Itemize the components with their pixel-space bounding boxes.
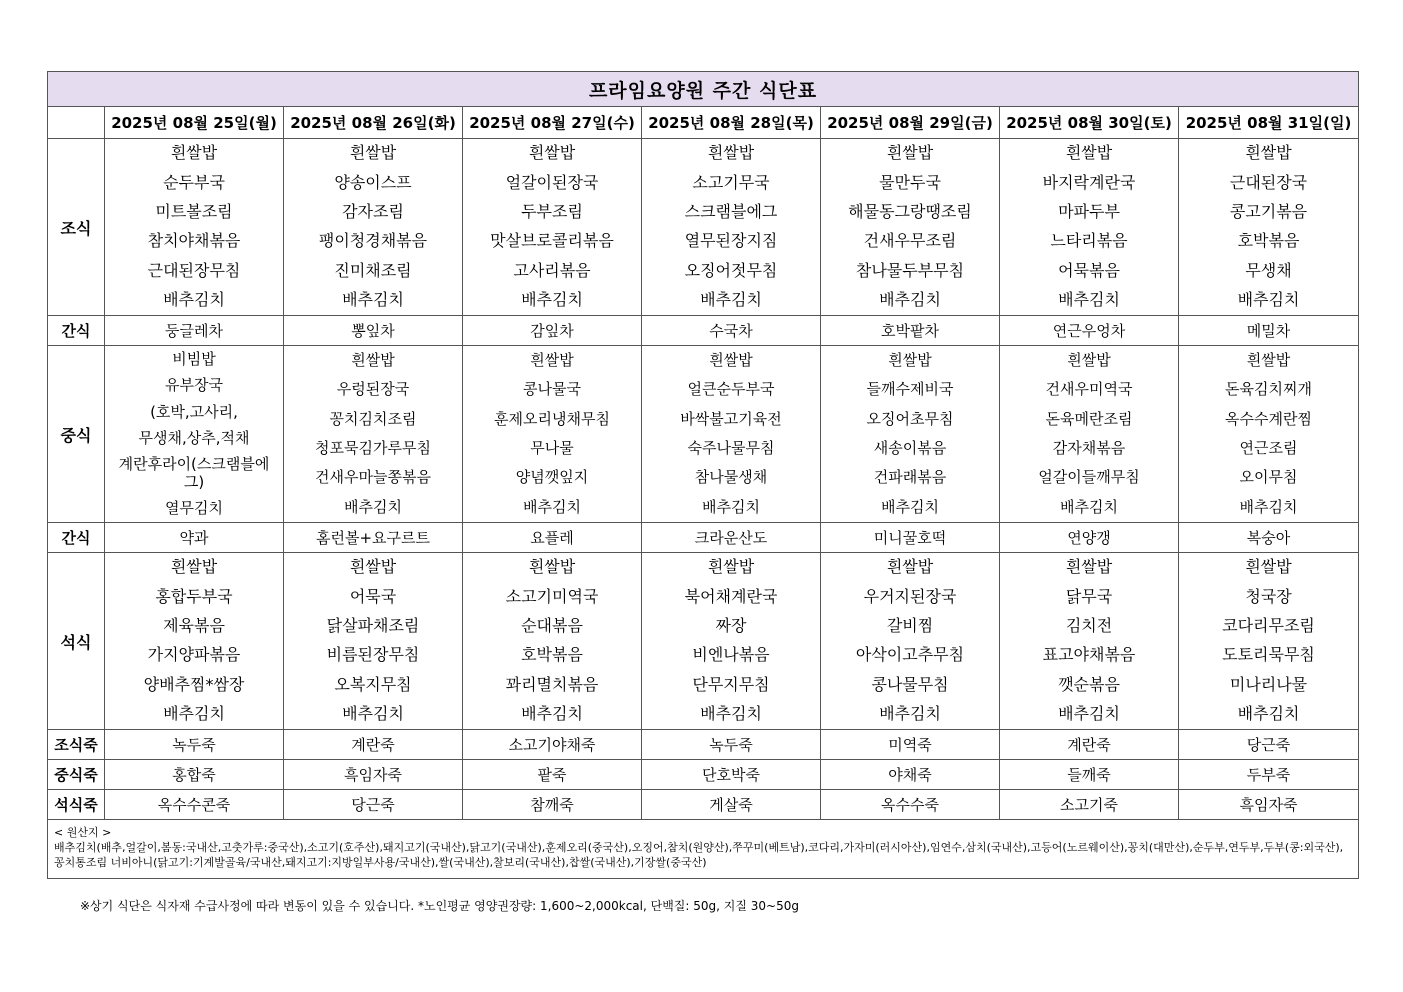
menu-item: 무생채,상추,적채 <box>138 428 250 447</box>
date-header: 2025년 08월 25일(월) <box>105 107 284 139</box>
snack2-cell: 요플레 <box>463 523 642 553</box>
menu-item: 새송이볶음 <box>873 439 947 458</box>
dinner-row <box>48 553 1359 730</box>
menu-item: 얼갈이된장국 <box>505 172 599 192</box>
menu-item: 흰쌀밥 <box>707 143 755 163</box>
menu-item: 흰쌀밥 <box>1246 351 1291 370</box>
menu-item: 느타리볶음 <box>1050 231 1128 251</box>
menu-item: 배추김치 <box>344 497 402 516</box>
menu-item: 흰쌀밥 <box>1067 351 1111 370</box>
breakfast-row <box>48 139 1359 316</box>
menu-item: 배추김치 <box>879 704 941 724</box>
porridge-cell: 흑임자죽 <box>1179 790 1359 820</box>
breakfast-label: 조식 <box>48 139 105 316</box>
menu-item: 흰쌀밥 <box>1065 557 1113 577</box>
menu-item: 돈육메란조림 <box>1045 409 1133 428</box>
menu-item: 배추김치 <box>1060 497 1118 516</box>
porridge-cell: 두부죽 <box>1179 760 1359 790</box>
porridge-cell: 게살죽 <box>642 790 821 820</box>
menu-item: 흰쌀밥 <box>886 143 934 163</box>
lunch-cell <box>463 346 642 523</box>
menu-item: 오징어젓무침 <box>684 260 778 280</box>
dinner-cell <box>284 553 463 730</box>
weekly-menu-table <box>47 71 1359 879</box>
menu-item: 흰쌀밥 <box>528 143 576 163</box>
menu-item: 건새우무조림 <box>863 231 957 251</box>
menu-item: 양송이스프 <box>334 172 412 192</box>
menu-item: 배추김치 <box>1237 290 1300 310</box>
snack1-cell: 메밀차 <box>1179 316 1359 346</box>
menu-item: 흰쌀밥 <box>170 557 218 577</box>
menu-item: 들깨수제비국 <box>866 380 954 399</box>
menu-item: 스크램블에그 <box>684 202 778 222</box>
menu-item: 흰쌀밥 <box>530 351 574 370</box>
menu-item: 배추김치 <box>521 704 583 724</box>
menu-item: 팽이청경채볶음 <box>318 231 428 251</box>
menu-item: 순두부국 <box>163 172 225 192</box>
menu-item: 가지양파볶음 <box>147 645 241 665</box>
menu-item: 열무김치 <box>165 499 223 518</box>
menu-item: 단무지무침 <box>692 674 770 694</box>
lunch-cell <box>1000 346 1179 523</box>
snack1-cell: 수국차 <box>642 316 821 346</box>
porridge-cell: 들깨죽 <box>1000 760 1179 790</box>
menu-item: 근대된장무침 <box>147 260 241 280</box>
date-header: 2025년 08월 29일(금) <box>821 107 1000 139</box>
menu-item: 돈육김치찌개 <box>1225 380 1312 399</box>
menu-item: 배추김치 <box>1237 704 1300 724</box>
date-header: 2025년 08월 26일(화) <box>284 107 463 139</box>
porridge-cell: 녹두죽 <box>642 730 821 760</box>
menu-item: 훈제오리냉채무침 <box>494 409 610 428</box>
date-header: 2025년 08월 30일(토) <box>1000 107 1179 139</box>
menu-item: 흰쌀밥 <box>886 557 934 577</box>
menu-item: 숙주나물무침 <box>687 439 775 458</box>
menu-item: 배추김치 <box>521 290 583 310</box>
menu-item: 물만두국 <box>879 172 941 192</box>
menu-item: 흰쌀밥 <box>709 351 753 370</box>
porridge-breakfast-row <box>48 730 1359 760</box>
menu-item: 배추김치 <box>523 497 581 516</box>
menu-item: 배추김치 <box>163 704 225 724</box>
date-header: 2025년 08월 31일(일) <box>1179 107 1359 139</box>
menu-item: 양배추찜*쌈장 <box>143 674 245 694</box>
menu-item: 비빔밥 <box>172 349 216 368</box>
menu-item: 아삭이고추무침 <box>855 645 965 665</box>
breakfast-cell <box>1000 139 1179 316</box>
date-header: 2025년 08월 27일(수) <box>463 107 642 139</box>
origin-note <box>48 820 1359 879</box>
menu-item: 콩나물무침 <box>871 674 949 694</box>
snack1-label: 간식 <box>48 316 105 346</box>
snack1-row <box>48 316 1359 346</box>
menu-item: 배추김치 <box>879 290 941 310</box>
porridge-dinner-label: 석식죽 <box>48 790 105 820</box>
porridge-cell: 계란죽 <box>284 730 463 760</box>
menu-item: 콩나물국 <box>523 380 581 399</box>
menu-item: 흰쌀밥 <box>528 557 576 577</box>
menu-item: 해물동그랑땡조림 <box>848 202 972 222</box>
menu-item: 짜장 <box>715 616 747 636</box>
menu-item: 소고기무국 <box>692 172 770 192</box>
porridge-cell: 소고기야채죽 <box>463 730 642 760</box>
menu-item: 참치야채볶음 <box>147 231 241 251</box>
dinner-label: 석식 <box>48 553 105 730</box>
menu-item: 닭살파채조림 <box>326 616 420 636</box>
menu-item: 진미채조림 <box>334 260 412 280</box>
lunch-cell <box>1179 346 1359 523</box>
lunch-cell <box>105 346 284 523</box>
menu-item: 근대된장국 <box>1229 172 1308 192</box>
origin-row <box>48 820 1359 879</box>
menu-item: 얼큰순두부국 <box>687 380 775 399</box>
breakfast-cell <box>284 139 463 316</box>
porridge-cell: 미역죽 <box>821 730 1000 760</box>
menu-item: 우거지된장국 <box>863 586 957 606</box>
menu-item: 흰쌀밥 <box>888 351 932 370</box>
snack1-cell: 뽕잎차 <box>284 316 463 346</box>
menu-item: 흰쌀밥 <box>170 143 218 163</box>
menu-item: 어묵국 <box>349 586 397 606</box>
menu-item: 얼갈이들깨무침 <box>1038 468 1140 487</box>
porridge-cell: 당근죽 <box>284 790 463 820</box>
menu-item: 건파래볶음 <box>873 468 947 487</box>
menu-item: 고사리볶음 <box>513 260 591 280</box>
menu-item: 청국장 <box>1245 586 1292 606</box>
menu-item: 미나리나물 <box>1229 674 1308 694</box>
porridge-lunch-row <box>48 760 1359 790</box>
menu-item: 배추김치 <box>1239 497 1298 516</box>
snack2-cell: 미니꿀호떡 <box>821 523 1000 553</box>
menu-item: 표고야채볶음 <box>1042 645 1136 665</box>
menu-item: 감자채볶음 <box>1052 439 1126 458</box>
dinner-cell <box>105 553 284 730</box>
menu-item: 호박볶음 <box>1237 231 1300 251</box>
porridge-cell: 옥수수죽 <box>821 790 1000 820</box>
lunch-cell <box>642 346 821 523</box>
porridge-cell: 소고기죽 <box>1000 790 1179 820</box>
footnote: ※상기 식단은 식자재 수급사정에 따라 변동이 있을 수 있습니다. *노인평균 영양권장량: 1,600~2,000kcal, 단백질: 50g, 지질 30~50g <box>80 899 799 913</box>
menu-item: 도토리묵무침 <box>1222 645 1315 665</box>
menu-item: 호박볶음 <box>521 645 583 665</box>
menu-item: 오징어초무침 <box>866 409 954 428</box>
menu-item: 깻순볶음 <box>1058 674 1120 694</box>
menu-item: 흰쌀밥 <box>1065 143 1113 163</box>
menu-item: 꽁치김치조림 <box>329 409 417 428</box>
lunch-row <box>48 346 1359 523</box>
menu-item: 무생채 <box>1245 260 1292 280</box>
origin-text: 배추김치(배추,얼갈이,봄동:국내산,고춧가루:중국산),소고기(호주산),돼지고기(국내산),닭고기(국내산),훈제오리(중국산),오징어,참치(원양산),쭈꾸미(베트남),코다리,가자미(러시아산),임연수,삼치(국내산),고등어(노르웨이산),꽁치(대만산),순두부,연두부,두부(콩:외국산),꽁치통조림 너비아니(닭고기:기계발골육/국내산,돼지고기:지방일부사용/국내산),쌀(국내산),찰보리(국내산),찹쌀(국내산),기장쌀(중국산) <box>54 840 1344 869</box>
porridge-cell: 야채죽 <box>821 760 1000 790</box>
menu-item: 배추김치 <box>163 290 225 310</box>
dinner-cell <box>1179 553 1359 730</box>
breakfast-cell <box>821 139 1000 316</box>
breakfast-cell <box>642 139 821 316</box>
porridge-dinner-row <box>48 790 1359 820</box>
lunch-cell <box>284 346 463 523</box>
menu-item: 배추김치 <box>1058 704 1120 724</box>
lunch-cell <box>821 346 1000 523</box>
menu-item: 건새우미역국 <box>1045 380 1133 399</box>
snack2-row <box>48 523 1359 553</box>
menu-item: 옥수수계란찜 <box>1225 409 1312 428</box>
menu-item: 배추김치 <box>342 704 404 724</box>
menu-item: 오이무침 <box>1239 468 1298 487</box>
menu-item: 배추김치 <box>702 497 760 516</box>
snack2-cell: 홈런볼+요구르트 <box>284 523 463 553</box>
snack1-cell: 호박팥차 <box>821 316 1000 346</box>
menu-item: 참나물두부무침 <box>855 260 965 280</box>
snack2-cell: 복숭아 <box>1179 523 1359 553</box>
menu-item: 유부장국 <box>165 376 223 395</box>
corner-cell <box>48 107 105 139</box>
menu-title: 프라임요양원 주간 식단표 <box>48 72 1359 107</box>
menu-item: 배추김치 <box>881 497 939 516</box>
breakfast-cell <box>105 139 284 316</box>
menu-item: 오복지무침 <box>334 674 412 694</box>
menu-item: 순대볶음 <box>521 616 583 636</box>
breakfast-cell <box>1179 139 1359 316</box>
menu-item: 감자조림 <box>342 202 404 222</box>
menu-item: 바지락계란국 <box>1042 172 1136 192</box>
menu-item: 미트볼조림 <box>155 202 233 222</box>
menu-item: 김치전 <box>1065 616 1113 636</box>
menu-item: 흰쌀밥 <box>351 351 395 370</box>
menu-item: 참나물생채 <box>694 468 768 487</box>
menu-item: 바싹불고기육전 <box>680 409 782 428</box>
menu-item: 맛살브로콜리볶음 <box>490 231 614 251</box>
snack1-cell: 둥글레차 <box>105 316 284 346</box>
snack2-cell: 약과 <box>105 523 284 553</box>
date-header-row <box>48 107 1359 139</box>
menu-item: 꽈리멸치볶음 <box>505 674 599 694</box>
porridge-cell: 흑임자죽 <box>284 760 463 790</box>
menu-item: 소고기미역국 <box>505 586 599 606</box>
menu-item: 무나물 <box>530 439 574 458</box>
menu-item: 흰쌀밥 <box>349 557 397 577</box>
menu-item: 배추김치 <box>700 704 762 724</box>
porridge-cell: 참깨죽 <box>463 790 642 820</box>
menu-item: 마파두부 <box>1058 202 1120 222</box>
menu-item: 비름된장무침 <box>326 645 420 665</box>
menu-item: 연근조림 <box>1239 439 1298 458</box>
porridge-cell: 단호박죽 <box>642 760 821 790</box>
menu-item: 배추김치 <box>342 290 404 310</box>
menu-item: 갈비찜 <box>886 616 934 636</box>
dinner-cell <box>1000 553 1179 730</box>
porridge-cell: 당근죽 <box>1179 730 1359 760</box>
menu-item: 흰쌀밥 <box>1245 557 1292 577</box>
origin-heading: < 원산지 > <box>54 826 112 839</box>
menu-item: (호박,고사리, <box>150 402 238 421</box>
lunch-label: 중식 <box>48 346 105 523</box>
porridge-cell: 계란죽 <box>1000 730 1179 760</box>
menu-item: 우렁된장국 <box>336 380 410 399</box>
snack1-cell: 연근우엉차 <box>1000 316 1179 346</box>
snack2-cell: 크라운산도 <box>642 523 821 553</box>
snack2-cell: 연양갱 <box>1000 523 1179 553</box>
menu-item: 열무된장지짐 <box>684 231 778 251</box>
dinner-cell <box>463 553 642 730</box>
menu-item: 제육볶음 <box>163 616 225 636</box>
menu-item: 건새우마늘쫑볶음 <box>315 468 431 487</box>
porridge-cell: 옥수수콘죽 <box>105 790 284 820</box>
menu-item: 양념깻잎지 <box>515 468 589 487</box>
menu-item: 홍합두부국 <box>155 586 233 606</box>
menu-item: 배추김치 <box>700 290 762 310</box>
menu-item: 배추김치 <box>1058 290 1120 310</box>
menu-item: 청포묵김가루무침 <box>315 439 431 458</box>
snack1-cell: 감잎차 <box>463 316 642 346</box>
porridge-lunch-label: 중식죽 <box>48 760 105 790</box>
menu-item: 닭무국 <box>1065 586 1113 606</box>
date-header: 2025년 08월 28일(목) <box>642 107 821 139</box>
breakfast-cell <box>463 139 642 316</box>
porridge-cell: 녹두죽 <box>105 730 284 760</box>
dinner-cell <box>821 553 1000 730</box>
menu-item: 두부조림 <box>521 202 583 222</box>
menu-item: 흰쌀밥 <box>707 557 755 577</box>
menu-item: 코다리무조림 <box>1222 616 1315 636</box>
menu-item: 비엔나볶음 <box>692 645 770 665</box>
porridge-breakfast-label: 조식죽 <box>48 730 105 760</box>
menu-item: 어묵볶음 <box>1058 260 1120 280</box>
menu-item: 흰쌀밥 <box>1245 143 1292 163</box>
menu-item: 콩고기볶음 <box>1229 202 1308 222</box>
menu-item: 북어채계란국 <box>684 586 778 606</box>
porridge-cell: 팥죽 <box>463 760 642 790</box>
porridge-cell: 홍합죽 <box>105 760 284 790</box>
dinner-cell <box>642 553 821 730</box>
menu-item: 계란후라이(스크램블에그) <box>118 455 270 491</box>
menu-item: 흰쌀밥 <box>349 143 397 163</box>
snack2-label: 간식 <box>48 523 105 553</box>
